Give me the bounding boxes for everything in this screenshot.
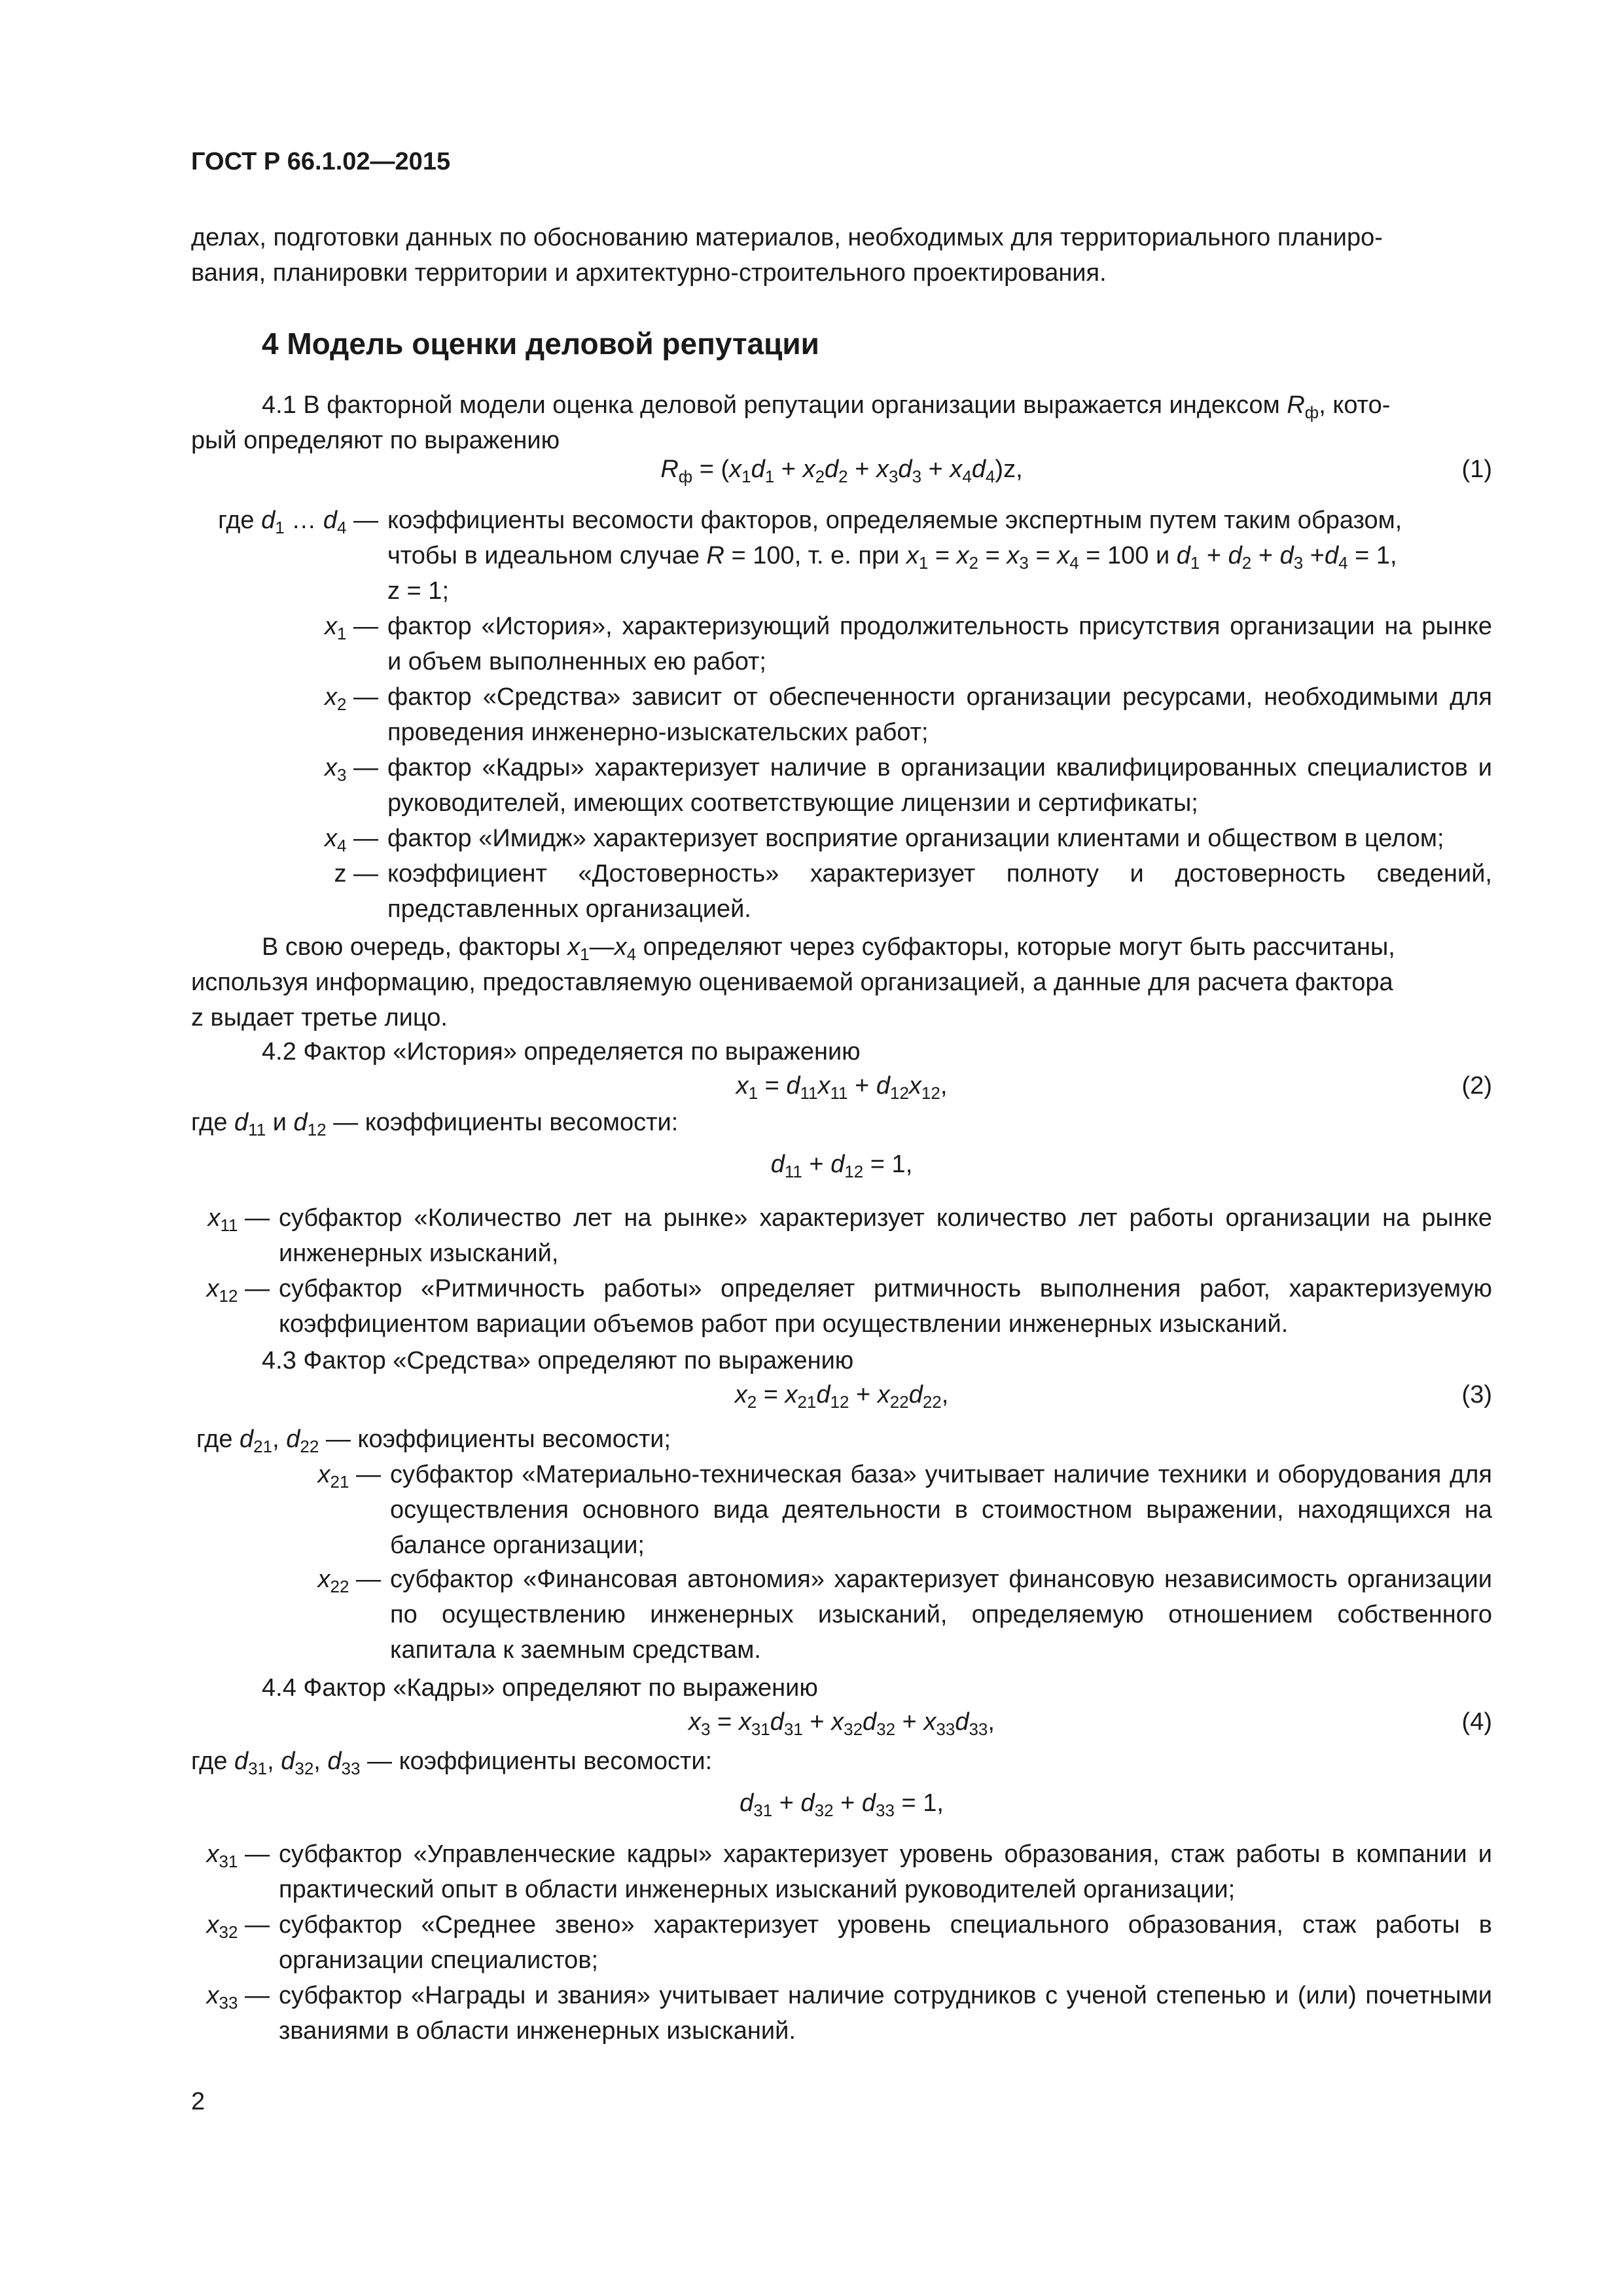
equation-1-formula: $R_ф = (x_1d_1 + x_2d_2 + x_3d_3 + x_4d_4)z$, bbox=[660, 456, 1023, 486]
paragraph-4-2: 4.2 Фактор «История» определяется по выражению bbox=[262, 1038, 861, 1066]
section-4-heading: 4 Модель оценки деловой репутации bbox=[262, 327, 819, 361]
equation-3: $x_2 = x_{21}d_{12} + x_{22}d_{22}$, (3) bbox=[191, 1377, 1492, 1412]
equation-3-where: где $d_{21}$, $d_{22}$ — коэффициенты весомости; bbox=[196, 1426, 671, 1456]
equation-4-where: где $d_{31}$, $d_{32}$, $d_{33}$ — коэффициенты весомости: bbox=[191, 1748, 713, 1778]
paragraph-4-3: 4.3 Фактор «Средства» определяют по выражению bbox=[262, 1347, 854, 1374]
page-number: 2 bbox=[191, 2088, 205, 2115]
definition-x11: $x_{11}$ — субфактор «Количество лет на рынке» характеризует количество лет работы организации на рынке инженерных изысканий, bbox=[207, 1204, 1492, 1267]
definition-d1-d4: где $d_1$ … $d_4$ — коэффициенты весомости факторов, определяемые экспертным путем таким образом, чтобы в идеальном случае R = 100, т. е. при $x_1 = x_2 = x_3 = x_4 = 100$ и $d_1 + d_2 + d_3 +d_4 = 1$, z = 1; bbox=[218, 507, 1402, 605]
definition-x22: $x_{22}$ — субфактор «Финансовая автономия» характеризует финансовую независимость организации по осуществлению инженерных изысканий, определяемую отношением собственного капитала к заемным средствам. bbox=[317, 1566, 1492, 1664]
definition-x12: $x_{12}$ — субфактор «Ритмичность работы» определяет ритмичность выполнения работ, характеризуемую коэффициентом вариации объемов работ при осуществлении инженерных изысканий. bbox=[206, 1275, 1492, 1338]
equation-1 bbox=[191, 452, 1492, 487]
paragraph-subfactors: В свою очередь, факторы $x_1—x_4$ определяют через субфакторы, которые могут быть рассчитаны, используя информацию, предоставляемую оцениваемой организацией, а данные для расчета фактора z выдает третье лицо. bbox=[191, 933, 1395, 1031]
equation-4: $x_3 = x_{31}d_{31} + x_{32}d_{32} + x_{33}d_{33}$, (4) bbox=[191, 1704, 1492, 1740]
equation-2-number: (2) bbox=[1461, 1072, 1492, 1100]
paragraph-4-1: 4.1 В факторной модели оценка деловой репутации организации выражается индексом $R_ф$, кото- рый определяют по выражению bbox=[191, 391, 1391, 454]
equation-2-constraint: $d_{11} + d_{12} = 1$, bbox=[770, 1151, 913, 1181]
equation-1-number: (1) bbox=[1461, 456, 1492, 483]
definition-z: z — коэффициент «Достоверность» характеризует полноту и достоверность сведений, представленных организацией. bbox=[334, 860, 1492, 923]
definition-x21: $x_{21}$ — субфактор «Материально-техническая база» учитывает наличие техники и оборудования для осуществления основного вида деятельности в стоимостном выражении, находящихся на балансе организации; bbox=[317, 1461, 1492, 1559]
definition-x1: $x_1$ — фактор «История», характеризующий продолжительность присутствия организации на рынке и объем выполненных ею работ; bbox=[324, 613, 1492, 675]
definition-x31: $x_{31}$ — субфактор «Управленческие кадры» характеризует уровень образования, стаж работы в компании и практический опыт в области инженерных изысканий руководителей организации; bbox=[206, 1840, 1492, 1903]
intro-line-2: вания, планировки территории и архитектурно-строительного проектирования. bbox=[191, 259, 1107, 287]
intro-line-1: делах, подготовки данных по обоснованию материалов, необходимых для территориального планиро- bbox=[191, 224, 1383, 251]
definition-x33: $x_{33}$ — субфактор «Награды и звания» учитывает наличие сотрудников с ученой степенью и (или) почетными званиями в области инженерных изысканий. bbox=[206, 1982, 1492, 2045]
definition-x4: $x_4$ — фактор «Имидж» характеризует восприятие организации клиентами и обществом в целом; bbox=[324, 825, 1444, 855]
paragraph-4-4: 4.4 Фактор «Кадры» определяют по выражению bbox=[262, 1674, 818, 1702]
equation-2: $x_1 = d_{11}x_{11} + d_{12}x_{12}$, (2) bbox=[191, 1068, 1492, 1103]
definition-x3: $x_3$ — фактор «Кадры» характеризует наличие в организации квалифицированных специалистов и руководителей, имеющих соответствующие лицензии и сертификаты; bbox=[324, 754, 1492, 817]
definition-x2: $x_2$ — фактор «Средства» зависит от обеспеченности организации ресурсами, необходимыми для проведения инженерно-изыскательских работ; bbox=[324, 683, 1492, 746]
equation-4-number: (4) bbox=[1461, 1708, 1492, 1736]
definition-x32: $x_{32}$ — субфактор «Среднее звено» характеризует уровень специального образования, стаж работы в организации специалистов; bbox=[206, 1911, 1492, 1974]
document-header-code: ГОСТ Р 66.1.02—2015 bbox=[191, 148, 451, 175]
equation-3-number: (3) bbox=[1461, 1381, 1492, 1408]
equation-4-constraint: $d_{31} + d_{32} + d_{33} = 1$, bbox=[740, 1789, 944, 1820]
intro-paragraph bbox=[191, 220, 1492, 291]
equation-2-where: где $d_{11}$ и $d_{12}$ — коэффициенты весомости: bbox=[191, 1109, 679, 1139]
